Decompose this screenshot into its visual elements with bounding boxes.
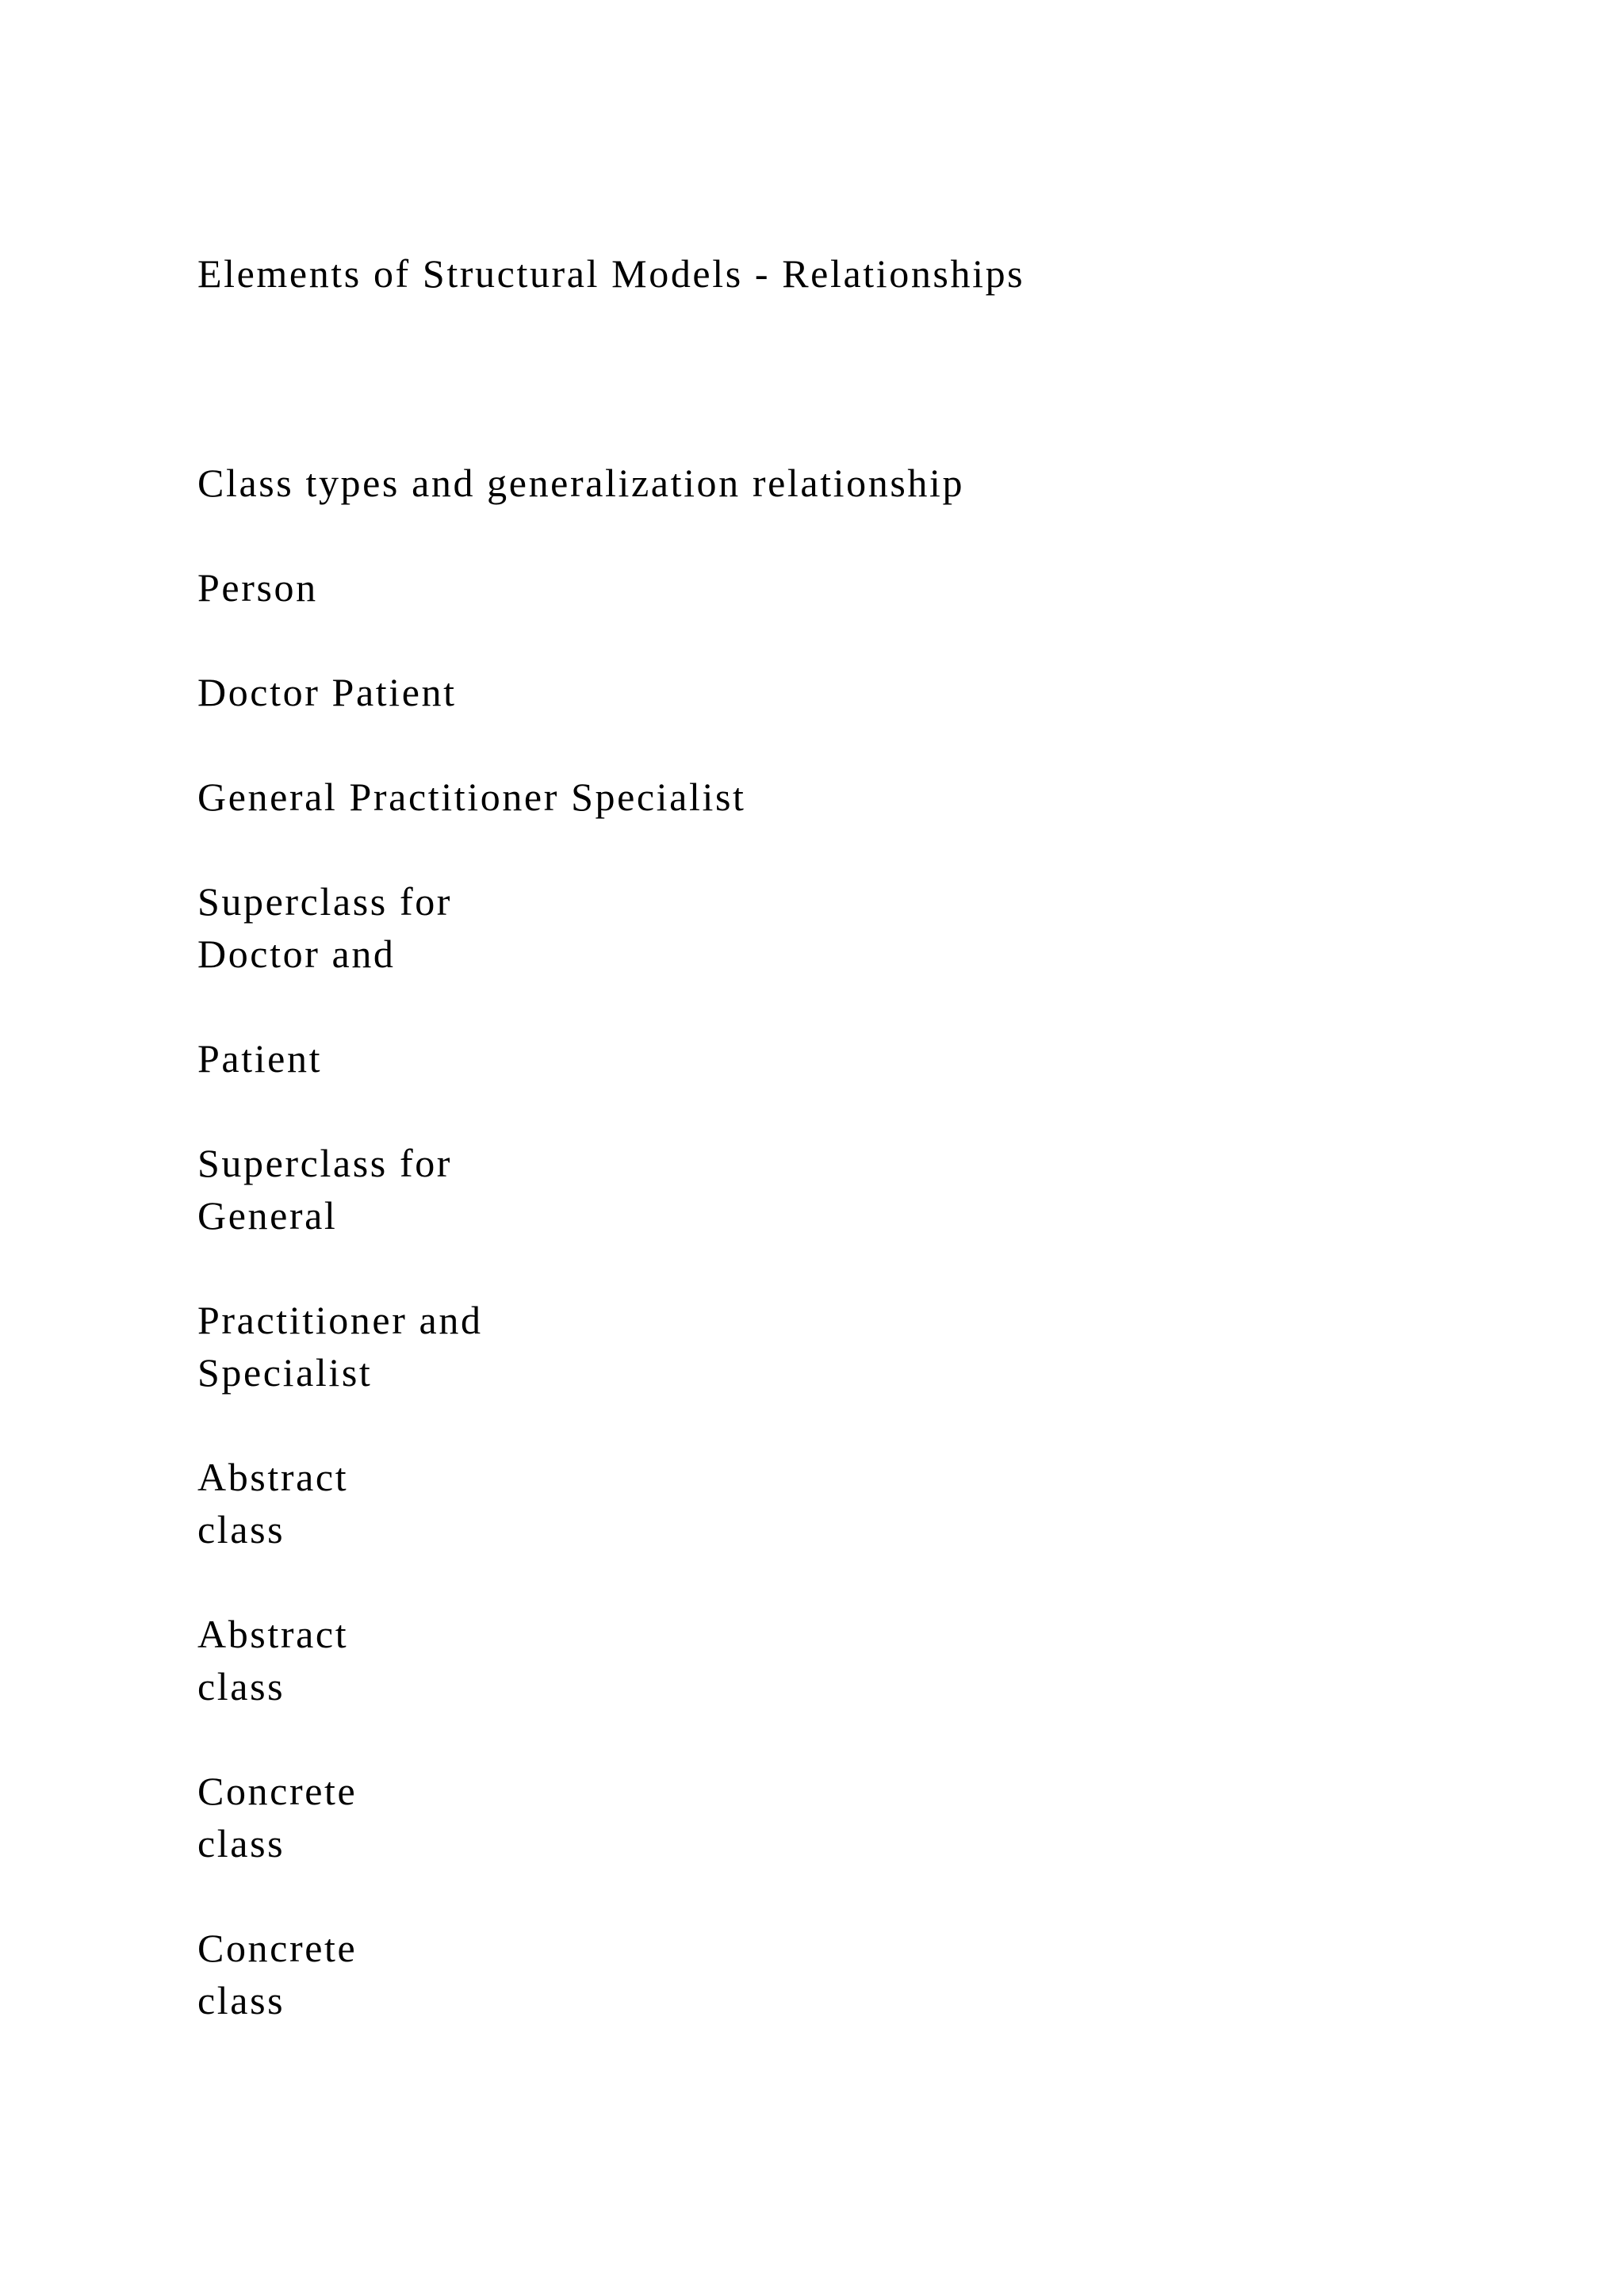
document-title: Elements of Structural Models - Relationships — [197, 251, 1025, 296]
text-line: class — [197, 1507, 285, 1552]
text-line: Doctor Patient — [197, 670, 457, 714]
text-line: Patient — [197, 1036, 323, 1081]
text-line: Abstract — [197, 1455, 349, 1499]
text-line: Person — [197, 565, 318, 610]
text-line: Practitioner and — [197, 1298, 483, 1342]
text-line: class — [197, 1664, 285, 1709]
text-line: Concrete — [197, 1926, 358, 1970]
text-line: Superclass for — [197, 1141, 453, 1185]
text-line: Concrete — [197, 1769, 358, 1813]
text-line: Abstract — [197, 1612, 349, 1656]
text-line: class — [197, 1821, 285, 1866]
text-line: General Practitioner Specialist — [197, 775, 746, 819]
text-line: Doctor and — [197, 932, 396, 976]
text-line: Specialist — [197, 1350, 373, 1395]
text-line: General — [197, 1193, 338, 1238]
text-line: Superclass for — [197, 879, 453, 924]
section-heading: Class types and generalization relationship — [197, 461, 965, 505]
text-line: class — [197, 1978, 285, 2022]
